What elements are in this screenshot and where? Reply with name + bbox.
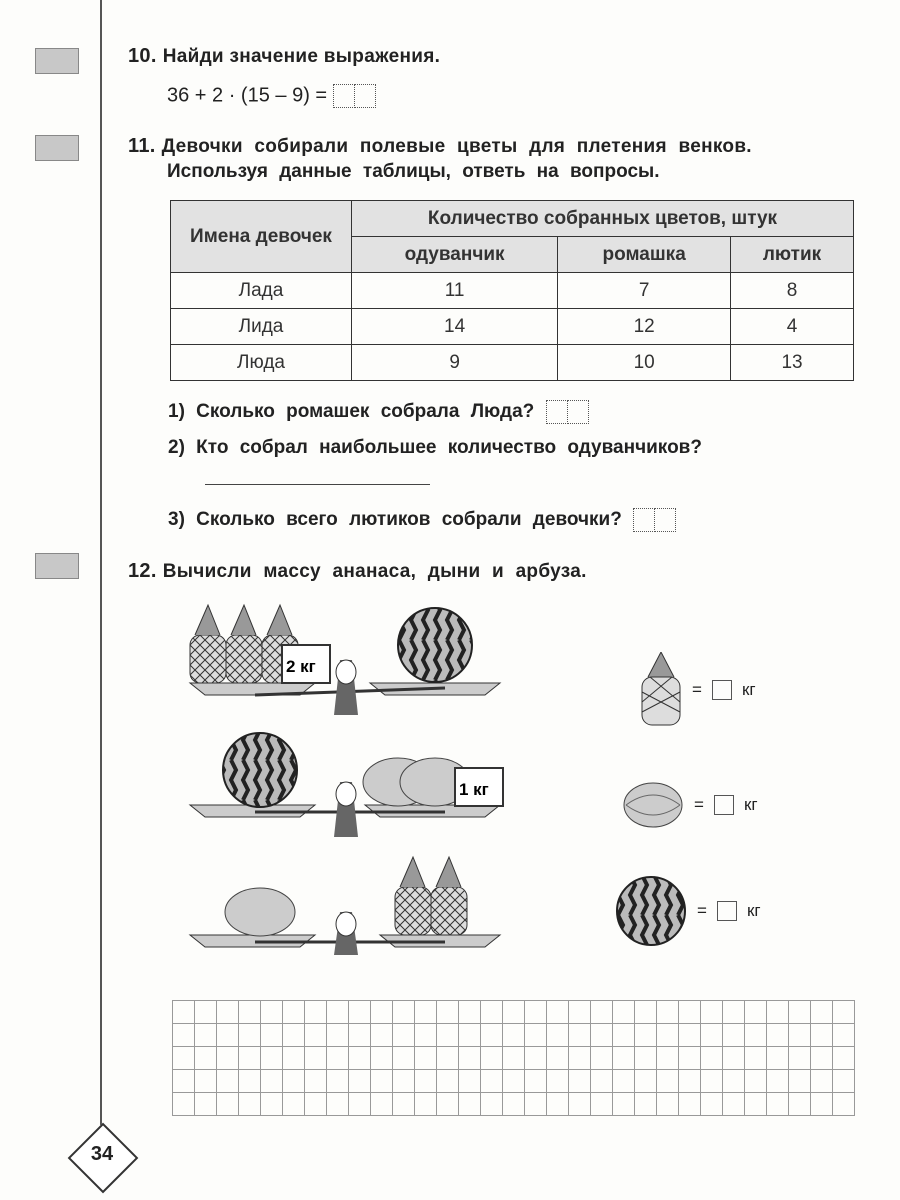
cell: Лида <box>171 309 352 345</box>
cell: 10 <box>558 345 731 381</box>
cell: 11 <box>352 273 558 309</box>
weight-2kg <box>282 645 330 683</box>
header-buttercup: лютик <box>731 237 854 273</box>
melon-icon <box>622 780 684 830</box>
equals: = <box>694 795 704 814</box>
task-11-heading-line2: Используя данные таблицы, ответь на вопросы. <box>167 161 660 182</box>
watermelon-icon <box>223 733 297 807</box>
pineapple-answer <box>640 652 756 727</box>
watermelon-answer <box>615 875 761 947</box>
scale-1 <box>190 605 500 715</box>
header-names: Имена девочек <box>171 201 352 273</box>
header-group: Количество собранных цветов, штук <box>352 201 854 237</box>
table-row <box>171 345 854 381</box>
question-3: 3) Сколько всего лютиков собрали девочки? <box>168 508 676 532</box>
answer-box[interactable] <box>655 508 676 532</box>
melon-icon <box>225 888 295 936</box>
pineapple-icon <box>640 652 682 727</box>
answer-box[interactable] <box>355 84 376 108</box>
answer-box[interactable] <box>712 680 732 700</box>
flowers-table <box>170 200 854 381</box>
answer-box[interactable] <box>546 400 568 424</box>
equals: = <box>692 679 702 699</box>
score-box-11 <box>35 135 79 161</box>
pineapple-icon <box>395 857 467 935</box>
equals: = <box>697 901 707 920</box>
unit: кг <box>746 901 761 920</box>
watermelon-icon <box>398 608 472 682</box>
cell: 8 <box>731 273 854 309</box>
cell: 12 <box>558 309 731 345</box>
answer-line[interactable] <box>205 484 430 485</box>
cell: 9 <box>352 345 558 381</box>
answer-box[interactable] <box>714 795 734 815</box>
answer-box[interactable] <box>568 400 589 424</box>
weight-1kg <box>455 768 503 806</box>
table-row <box>171 273 854 309</box>
scales-illustration <box>180 600 520 960</box>
answer-box[interactable] <box>633 508 655 532</box>
svg-text:1 кг: 1 кг <box>459 780 489 799</box>
score-box-10 <box>35 48 79 74</box>
answer-box[interactable] <box>717 901 737 921</box>
question-1: 1) Сколько ромашек собрала Люда? <box>168 400 589 424</box>
cell: 7 <box>558 273 731 309</box>
unit: кг <box>741 679 756 699</box>
answer-box[interactable] <box>333 84 355 108</box>
scale-3 <box>190 857 500 955</box>
task-12-heading: 12. Вычисли массу ананаса, дыни и арбуза. <box>128 560 587 582</box>
cell: Лада <box>171 273 352 309</box>
cell: 4 <box>731 309 854 345</box>
watermelon-icon <box>615 875 687 947</box>
task-10-expression: 36 + 2 · (15 – 9) = <box>167 84 376 108</box>
header-chamomile: ромашка <box>558 237 731 273</box>
svg-text:2 кг: 2 кг <box>286 657 316 676</box>
cell: 13 <box>731 345 854 381</box>
scale-2 <box>190 733 503 837</box>
margin-line <box>100 0 102 1125</box>
table-row <box>171 309 854 345</box>
task-10-heading: 10. Найди значение выражения. <box>128 45 441 67</box>
unit: кг <box>743 795 758 814</box>
page-number: 34 <box>90 1143 114 1165</box>
question-2: 2) Кто собрал наибольшее количество одуванчиков? <box>168 437 702 458</box>
melon-answer <box>622 780 758 830</box>
header-dandelion: одуванчик <box>352 237 558 273</box>
cell: Люда <box>171 345 352 381</box>
work-grid[interactable] <box>172 1000 855 1116</box>
cell: 14 <box>352 309 558 345</box>
score-box-12 <box>35 553 79 579</box>
task-11-heading: 11. Девочки собирали полевые цветы для плетения венков. <box>128 135 752 157</box>
